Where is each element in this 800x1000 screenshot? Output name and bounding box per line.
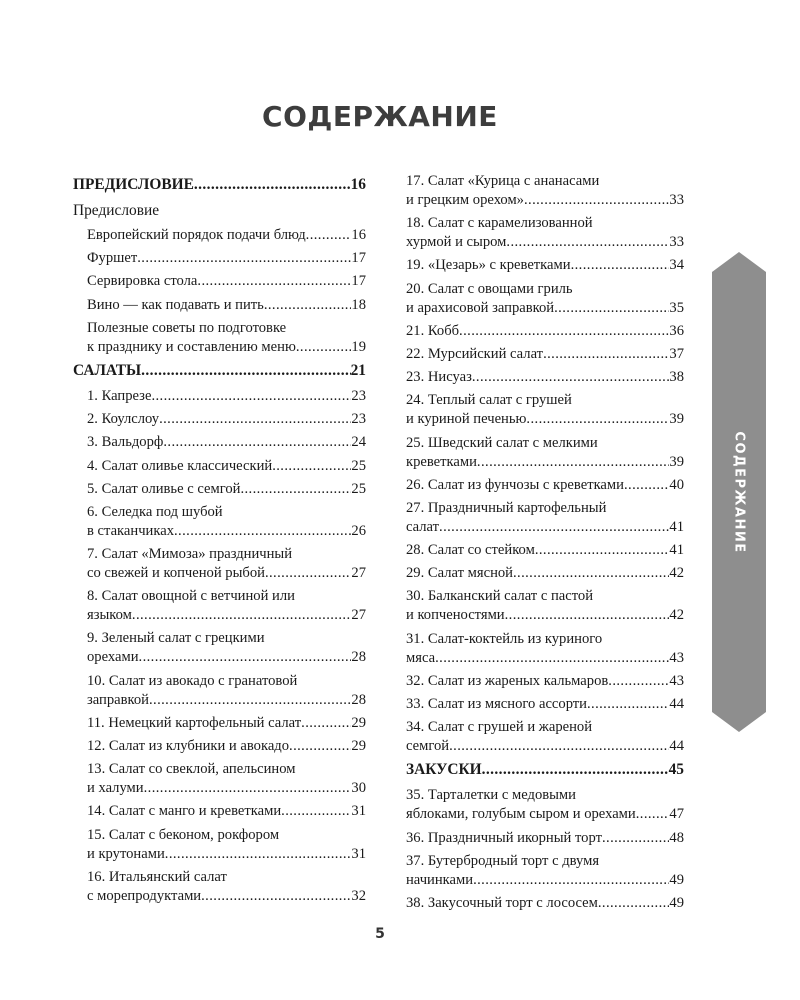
toc-entry-text: 34. Салат с грушей и жареной [406, 719, 593, 736]
dot-leader [459, 322, 669, 341]
toc-entry-text: САЛАТЫ [73, 361, 142, 379]
toc-entry-sub [73, 272, 366, 291]
dot-leader [272, 457, 351, 476]
toc-entry-text: 36. Праздничный икорный торт [406, 829, 602, 846]
toc-entry-item [73, 737, 366, 756]
toc-entry-section [73, 175, 366, 194]
dot-leader [477, 453, 669, 472]
toc-entry-item [406, 172, 684, 210]
toc-entry-item [406, 280, 684, 318]
toc-entry-text: Сервировка стола [87, 273, 198, 290]
toc-entry-sub [73, 296, 366, 315]
toc-entry-item [73, 387, 366, 406]
toc-entry-text: 31. Салат-коктейль из куриного [406, 630, 603, 647]
toc-page-number: 39 [669, 411, 684, 428]
toc-page-number: 34 [669, 257, 684, 274]
toc-page-number: 27 [351, 565, 366, 582]
toc-page-number: 44 [669, 696, 684, 712]
dot-leader [132, 606, 352, 625]
toc-entry-item [73, 760, 366, 798]
toc-entry-text: Европейский порядок подачи блюд [87, 227, 306, 243]
toc-entry-text: и крутонами [87, 845, 165, 862]
toc-entry-item [406, 852, 684, 890]
toc-entry-text: с морепродуктами [87, 887, 202, 904]
dot-leader [296, 338, 352, 357]
dot-leader [197, 272, 351, 291]
toc-page-number: 31 [351, 845, 366, 862]
toc-page-number: 48 [669, 829, 684, 846]
toc-page-number: 26 [351, 522, 366, 539]
toc-entry-item [406, 434, 684, 472]
toc-entry-item [73, 587, 366, 625]
toc-page-number: 32 [351, 887, 366, 904]
dot-leader [624, 476, 669, 495]
toc-page-number: 23 [351, 387, 366, 404]
toc-page-number: 25 [351, 480, 366, 497]
toc-entry-sub [73, 226, 366, 245]
toc-entry-item [73, 410, 366, 429]
toc-entry-item [406, 322, 684, 341]
toc-entry-text: семгой [406, 738, 450, 755]
dot-leader [240, 480, 351, 499]
toc-entry-item [406, 672, 684, 691]
page-number: 5 [375, 926, 385, 942]
toc-entry-text: 32. Салат из жареных кальмаров [406, 672, 609, 689]
dot-leader [435, 649, 669, 668]
dot-leader [141, 361, 351, 380]
toc-page-number: 33 [669, 234, 684, 251]
dot-leader [137, 249, 351, 268]
toc-page-number: 19 [351, 338, 366, 355]
toc-entry-text: салат [406, 518, 440, 535]
dot-leader [554, 299, 669, 318]
dot-leader [201, 887, 351, 906]
dot-leader [165, 845, 352, 864]
toc-page-number: 40 [669, 476, 684, 493]
toc-entry-item [406, 630, 684, 668]
toc-entry-text: со свежей и копченой рыбой [87, 565, 265, 582]
toc-entry-item [73, 545, 366, 583]
toc-page-number: 31 [351, 803, 366, 820]
toc-entry-text: 13. Салат со свеклой, апельсином [87, 761, 296, 778]
toc-page-number: 43 [669, 672, 684, 689]
dot-leader [571, 256, 670, 275]
toc-entry-text: 15. Салат с беконом, рокфором [87, 826, 280, 843]
toc-page-number: 39 [669, 453, 684, 470]
toc-entry-text: мяса [406, 649, 436, 666]
toc-page-number: 29 [351, 714, 366, 731]
toc-entry-sub [73, 319, 366, 357]
toc-page-number: 43 [669, 649, 684, 666]
dot-leader [306, 226, 352, 245]
toc-page-number: 27 [351, 607, 366, 624]
toc-page-number: 16 [350, 176, 366, 193]
dot-leader [598, 894, 670, 913]
toc-entry-text: Предисловие [73, 202, 160, 219]
dot-leader [301, 714, 351, 733]
dot-leader [473, 871, 669, 890]
toc-page-number: 28 [351, 649, 366, 666]
side-tab [712, 272, 766, 712]
toc-page-number: 36 [669, 322, 684, 339]
toc-entry-text: 27. Праздничный картофельный [406, 499, 607, 516]
dot-leader [174, 522, 351, 541]
toc-entry-text: 38. Закусочный торт с лососем [406, 894, 598, 911]
toc-entry-text: начинками [406, 871, 474, 888]
toc-page-number: 44 [669, 738, 684, 755]
toc-entry-text: заправкой [87, 691, 149, 708]
dot-leader [513, 564, 669, 583]
toc-entry-text: 6. Селедка под шубой [87, 503, 223, 520]
toc-entry-text: 17. Салат «Курица с ананасами [406, 173, 600, 189]
toc-entry-text: 4. Салат оливье классический [87, 457, 273, 474]
toc-entry-item [406, 587, 684, 625]
toc-entry-text: в стаканчиках [87, 522, 174, 539]
toc-entry-item [73, 629, 366, 667]
toc-entry-item [73, 433, 366, 452]
toc-entry-text: яблоками, голубым сыром и орехами [406, 806, 636, 823]
dot-leader [289, 737, 351, 756]
dot-leader [151, 387, 351, 406]
toc-entry-sub [73, 249, 366, 268]
dot-leader [482, 760, 669, 779]
page-title: СОДЕРЖАНИЕ [262, 100, 498, 133]
dot-leader [265, 564, 351, 583]
toc-entry-group [73, 201, 366, 220]
toc-entry-item [406, 718, 684, 756]
toc-page-number: 37 [669, 345, 684, 362]
dot-leader [608, 672, 669, 691]
toc-entry-item [73, 868, 366, 906]
toc-entry-text: и грецким орехом» [406, 192, 524, 208]
toc-page-number: 42 [669, 607, 684, 624]
toc-entry-section [406, 760, 684, 779]
toc-page-number: 16 [351, 227, 366, 243]
toc-column-right [406, 172, 684, 917]
toc-entry-item [73, 503, 366, 541]
toc-entry-text: языком [87, 607, 132, 624]
toc-entry-text: 21. Кобб [406, 322, 460, 339]
toc-entry-text: Вино — как подавать и пить [87, 296, 264, 313]
toc-page-number: 28 [351, 691, 366, 708]
dot-leader [439, 518, 669, 537]
toc-entry-item [406, 214, 684, 252]
toc-page-number: 35 [669, 299, 684, 316]
toc-page-number: 41 [669, 518, 684, 535]
toc-entry-item [406, 695, 684, 714]
toc-entry-text: 25. Шведский салат с мелкими [406, 434, 598, 451]
dot-leader [524, 191, 669, 210]
toc-entry-item [73, 457, 366, 476]
toc-entry-item [406, 829, 684, 848]
toc-entry-item [406, 391, 684, 429]
toc-page-number: 45 [668, 761, 684, 779]
dot-leader [281, 802, 351, 821]
toc-page-number: 17 [351, 250, 366, 267]
toc-entry-item [73, 826, 366, 864]
toc-entry-text: 9. Зеленый салат с грецкими [87, 630, 265, 647]
toc-entry-text: 29. Салат мясной [406, 565, 513, 582]
toc-entry-text: 12. Салат из клубники и авокадо [87, 738, 290, 754]
toc-entry-text: 5. Салат оливье с семгой [87, 480, 241, 497]
toc-entry-text: 19. «Цезарь» с креветками [406, 257, 571, 274]
toc-entry-item [406, 345, 684, 364]
toc-page-number: 42 [669, 565, 684, 582]
toc-entry-item [406, 256, 684, 275]
toc-page-number: 17 [351, 273, 366, 290]
dot-leader [526, 410, 669, 429]
toc-entry-text: ПРЕДИСЛОВИЕ [73, 176, 194, 193]
toc-entry-text: 20. Салат с овощами гриль [406, 280, 573, 297]
toc-entry-text: 14. Салат с манго и креветками [87, 803, 282, 820]
toc-entry-text: 35. Тарталетки с медовыми [406, 787, 576, 804]
dot-leader [535, 541, 670, 560]
toc-entry-text: креветками [406, 453, 477, 470]
dot-leader [587, 695, 669, 714]
dot-leader [449, 737, 669, 756]
toc-entry-item [73, 802, 366, 821]
toc-page-number: 24 [351, 434, 366, 451]
toc-entry-text: к празднику и составлению меню [87, 338, 296, 355]
toc-entry-text: 28. Салат со стейком [406, 542, 535, 559]
toc-entry-text: орехами [87, 649, 139, 666]
toc-page-number: 33 [669, 192, 684, 208]
toc-page-number: 49 [669, 894, 684, 911]
toc-entry-text: 37. Бутербродный торт с двумя [406, 852, 600, 869]
dot-leader [472, 368, 670, 387]
toc-entry-item [406, 894, 684, 913]
toc-entry-item [406, 564, 684, 583]
toc-entry-text: 23. Нисуаз [406, 369, 472, 386]
toc-entry-text: и арахисовой заправкой [406, 299, 555, 316]
toc-entry-text: 8. Салат овощной с ветчиной или [87, 588, 295, 605]
toc-column-left [73, 172, 366, 910]
toc-entry-text: 2. Коулслоу [87, 411, 160, 428]
toc-page-number: 38 [669, 369, 684, 386]
toc-page-number: 23 [351, 411, 366, 428]
dot-leader [139, 648, 352, 667]
toc-entry-text: 26. Салат из фунчозы с креветками [406, 476, 624, 493]
toc-entry-item [406, 499, 684, 537]
dot-leader [163, 433, 351, 452]
toc-entry-text: и копченостями [406, 607, 505, 624]
dot-leader [543, 345, 669, 364]
toc-page-number: 47 [669, 806, 684, 823]
toc-entry-text: 30. Балканский салат с пастой [406, 588, 594, 605]
toc-entry-text: 7. Салат «Мимоза» праздничный [87, 546, 293, 563]
toc-entry-item [406, 476, 684, 495]
toc-page-number: 30 [351, 780, 366, 797]
toc-page-number: 18 [351, 296, 366, 313]
toc-entry-text: 10. Салат из авокадо с гранатовой [87, 672, 298, 689]
toc-entry-item [73, 672, 366, 710]
toc-entry-text: Фуршет [87, 250, 138, 267]
toc-entry-item [73, 714, 366, 733]
toc-entry-item [406, 368, 684, 387]
toc-entry-text: 1. Капрезе [87, 387, 152, 404]
toc-entry-text: ЗАКУСКИ [406, 761, 482, 779]
dot-leader [264, 296, 352, 315]
dot-leader [159, 410, 351, 429]
toc-page-number: 49 [669, 871, 684, 888]
toc-entry-text: 33. Салат из мясного ассорти [406, 696, 587, 712]
toc-entry-text: 3. Вальдорф [87, 434, 164, 451]
toc-entry-text: хурмой и сыром [406, 234, 507, 251]
dot-leader [506, 233, 669, 252]
dot-leader [144, 779, 352, 798]
side-tab-label: СОДЕРЖАНИЕ [731, 430, 747, 554]
dot-leader [505, 606, 670, 625]
toc-page-number: 29 [351, 738, 366, 754]
toc-entry-text: 24. Теплый салат с грушей [406, 392, 572, 409]
dot-leader [636, 805, 670, 824]
toc-entry-text: и халуми [87, 780, 144, 797]
toc-entry-section [73, 361, 366, 380]
toc-entry-item [406, 541, 684, 560]
toc-entry-item [73, 480, 366, 499]
dot-leader [194, 175, 351, 194]
toc-page-number: 25 [351, 457, 366, 474]
toc-entry-text: и куриной печенью [406, 411, 527, 428]
toc-entry-text: Полезные советы по подготовке [87, 319, 287, 336]
toc-entry-text: 16. Итальянский салат [87, 868, 227, 885]
toc-page-number: 21 [350, 361, 366, 379]
dot-leader [149, 691, 351, 710]
toc-entry-text: 18. Салат с карамелизованной [406, 215, 593, 232]
toc-entry-text: 22. Мурсийский салат [406, 345, 544, 362]
toc-entry-text: 11. Немецкий картофельный салат [87, 714, 302, 731]
toc-entry-item [406, 786, 684, 824]
dot-leader [602, 829, 669, 848]
toc-page-number: 41 [669, 542, 684, 559]
